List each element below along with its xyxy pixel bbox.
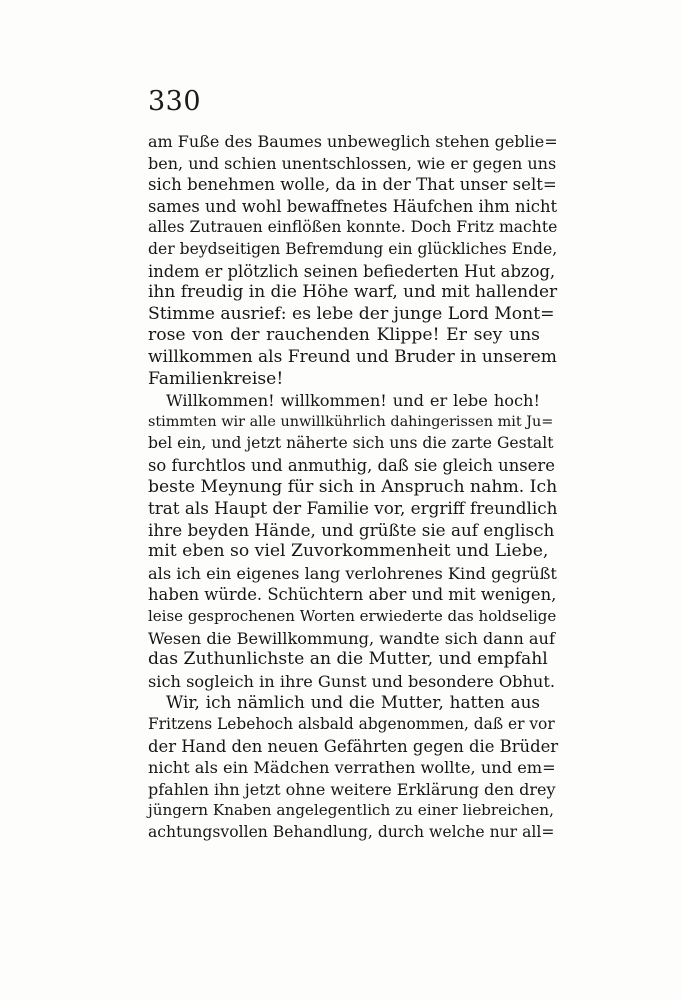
text-line: trat als Haupt der Familie vor, ergriff freundlich: [148, 498, 558, 519]
page-number: 330: [148, 86, 202, 117]
text-line: stimmten wir alle unwillkührlich dahingerissen mit Ju=: [148, 413, 554, 430]
text-line: achtungsvollen Behandlung, durch welche nur all=: [148, 823, 555, 841]
body-text: [148, 131, 559, 844]
text-line: Stimme ausrief: es lebe der junge Lord Mont=: [148, 303, 555, 324]
text-line: so furchtlos und anmuthig, daß sie gleich unsere: [148, 455, 555, 475]
text-line: jüngern Knaben angelegentlich zu einer liebreichen,: [148, 801, 554, 820]
text-line: ihn freudig in die Höhe warf, und mit hallender: [148, 282, 558, 303]
text-line: Familienkreise!: [148, 368, 284, 389]
text-line: haben würde. Schüchtern aber und mit wenigen,: [148, 585, 557, 605]
text-line: Wir, ich nämlich und die Mutter, hatten aus: [166, 692, 540, 713]
text-line: das Zuthunlichste an die Mutter, und empfahl: [148, 649, 548, 670]
text-line: am Fuße des Baumes unbeweglich stehen geblie=: [148, 132, 558, 151]
text-line: der Hand den neuen Gefährten gegen die Brüder: [148, 736, 559, 756]
text-line: mit eben so viel Zuvorkommenheit und Liebe,: [148, 541, 549, 562]
text-line: Willkommen! willkommen! und er lebe hoch!: [166, 391, 540, 411]
text-line: Fritzens Lebehoch alsbald abgenommen, daß er vor: [148, 715, 555, 734]
text-line: sich benehmen wolle, da in der That unser selt=: [148, 175, 557, 195]
text-line: sich sogleich in ihre Gunst und besondere Obhut.: [148, 671, 555, 691]
text-line: indem er plötzlich seinen befiederten Hut abzog,: [148, 261, 556, 281]
text-line: alles Zutrauen einflößen konnte. Doch Fritz machte: [148, 218, 558, 237]
text-line: bel ein, und jetzt näherte sich uns die zarte Gestalt: [148, 434, 554, 453]
text-line: Wesen die Bewillkommung, wandte sich dann auf: [148, 628, 555, 648]
text-line: ihre beyden Hände, und grüßte sie auf englisch: [148, 519, 555, 540]
text-line: willkommen als Freund und Bruder in unserem: [148, 346, 557, 367]
text-line: nicht als ein Mädchen verrathen wollte, und em=: [148, 758, 556, 778]
text-line: rose von der rauchenden Klippe! Er sey uns: [148, 325, 540, 346]
text-line: leise gesprochenen Worten erwiederte das holdselige: [148, 607, 557, 626]
text-line: sames und wohl bewaffnetes Häufchen ihm nicht: [148, 196, 558, 216]
text-line: ben, und schien unentschlossen, wie er gegen uns: [148, 153, 557, 173]
text-line: als ich ein eigenes lang verlohrenes Kind gegrüßt: [148, 563, 557, 583]
text-line: der beydseitigen Befremdung ein glückliches Ende,: [148, 239, 558, 258]
text-line: beste Meynung für sich in Anspruch nahm. Ich: [148, 476, 558, 497]
text-line: pfahlen ihn jetzt ohne weitere Erklärung den drey: [148, 779, 556, 799]
